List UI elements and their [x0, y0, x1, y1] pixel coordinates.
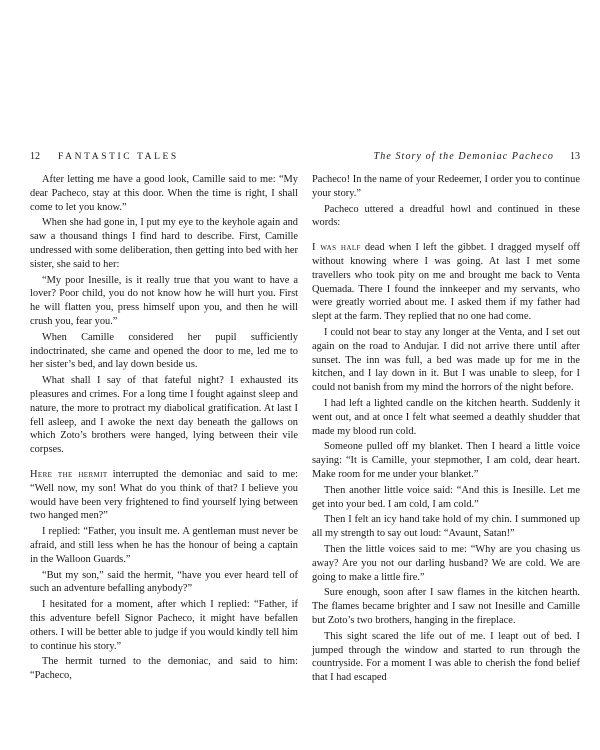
paragraph: This sight scared the life out of me. I leapt out of bed. I jumped through the window and started to run through the countryside. For a moment I was able to cherish the fond belief that I had escaped: [312, 630, 580, 684]
section-paragraph: Here the hermit interrupted the demoniac and said to me: “Well now, my son! What do you think of that? I believe you would have been very frightened to find yourself lying between two hanged men?”: [30, 468, 299, 522]
left-page-text: [30, 173, 298, 685]
paragraph: Pacheco uttered a dreadful howl and continued in these words:: [312, 203, 580, 229]
page-number: 12: [30, 151, 40, 162]
right-page-text: [312, 173, 580, 687]
paragraph: When she had gone in, I put my eye to the keyhole again and saw a thousand things I find hard to describe. First, Camille undressed with some deliberation, then getting into bed with her sister, she said to her:: [30, 217, 298, 270]
paragraph: “My poor Inesille, is it really true that you want to have a lover? Poor child, you do not know how he will hurt you. First he will flatten you, press himself upon you, and then he will crush you, fear you.”: [30, 274, 298, 327]
paragraph: I could not bear to stay any longer at the Venta, and I set out again on the road to Andujar. I did not arrive there until after sunset. The inn was full, a bed was made up for me in the kitchen, and I lay down in it. But I was unable to sleep, for I could not banish from my mind the horrors of the night before.: [312, 326, 580, 394]
paragraph: Pacheco! In the name of your Redeemer, I order you to continue your story.”: [312, 174, 580, 199]
paragraph: Then another little voice said: “And this is Inesille. Let me get into your bed. I am cold, I am cold.”: [312, 484, 580, 510]
paragraph: Sure enough, soon after I saw flames in the kitchen hearth. The flames became brighter and I saw not Inesille and Camille but Zoto’s two brothers, hanging in the fireplace.: [312, 587, 580, 626]
page-number: 13: [570, 151, 580, 162]
section-paragraph: I was half dead when I left the gibbet. I dragged myself off without knowing where I was going. At last I met some travellers who took pity on me and brought me back to Venta Quemada. There I found the innkeeper and my servants, who were greatly worried about me. I asked them if my father had slept at the farm. They replied that no one had come.: [312, 242, 580, 323]
paragraph: When Camille considered her pupil sufficiently indoctrinated, she came and opened the door to me, led me to her sister’s bed, and lay down beside us.: [30, 331, 298, 371]
running-title: The Story of the Demoniac Pacheco: [373, 151, 554, 162]
paragraph: I hesitated for a moment, after which I replied: “Father, if this adventure befell Signor Pacheco, it might have befallen others. I will be better able to judge if you would kindly tell him to continue his story.”: [30, 599, 298, 652]
paragraph: “But my son,” said the hermit, “have you ever heard tell of such an adventure befalling anybody?”: [30, 569, 298, 595]
paragraph: Then the little voices said to me: “Why are you chasing us away? Are you not our darling husband? We are cold. We are going to make a little fire.”: [312, 543, 580, 583]
running-title: FANTASTIC TALES: [58, 152, 179, 162]
paragraph: What shall I say of that fateful night? I exhausted its pleasures and crimes. For a long time I fought against sleep and nature, the more to protract my diabolical gratification. At last I fell asleep, and I awoke the next day beneath the gallows on which Zoto’s brothers were hanged, lying between their vile corpses.: [30, 375, 298, 456]
paragraph: Someone pulled off my blanket. Then I heard a little voice saying: “It is Camille, your stepmother, I am cold, dear heart. Make room for me under your blanket.”: [312, 441, 580, 480]
left-running-head: [30, 150, 298, 164]
section-lead-in: I was half: [312, 242, 361, 254]
right-running-head: [312, 150, 580, 164]
paragraph: After letting me have a good look, Camille said to me: “My dear Pacheco, stay at this door. When the time is right, I shall come to let you know.”: [30, 174, 298, 213]
paragraph: I had left a lighted candle on the kitchen hearth. Suddenly it went out, and at once I felt what seemed a deathly shudder that made my blood run cold.: [312, 397, 580, 437]
paragraph: Then I felt an icy hand take hold of my chin. I summoned up all my strength to say out loud: “Avaunt, Satan!”: [312, 514, 580, 540]
paragraph: I replied: “Father, you insult me. A gentleman must never be afraid, and still less when he has the honour of being a captain in the Walloon Guards.”: [30, 526, 298, 565]
section-lead-in: Here the hermit: [30, 468, 108, 480]
paragraph: The hermit turned to the demoniac, and said to him: “Pacheco,: [30, 656, 298, 682]
